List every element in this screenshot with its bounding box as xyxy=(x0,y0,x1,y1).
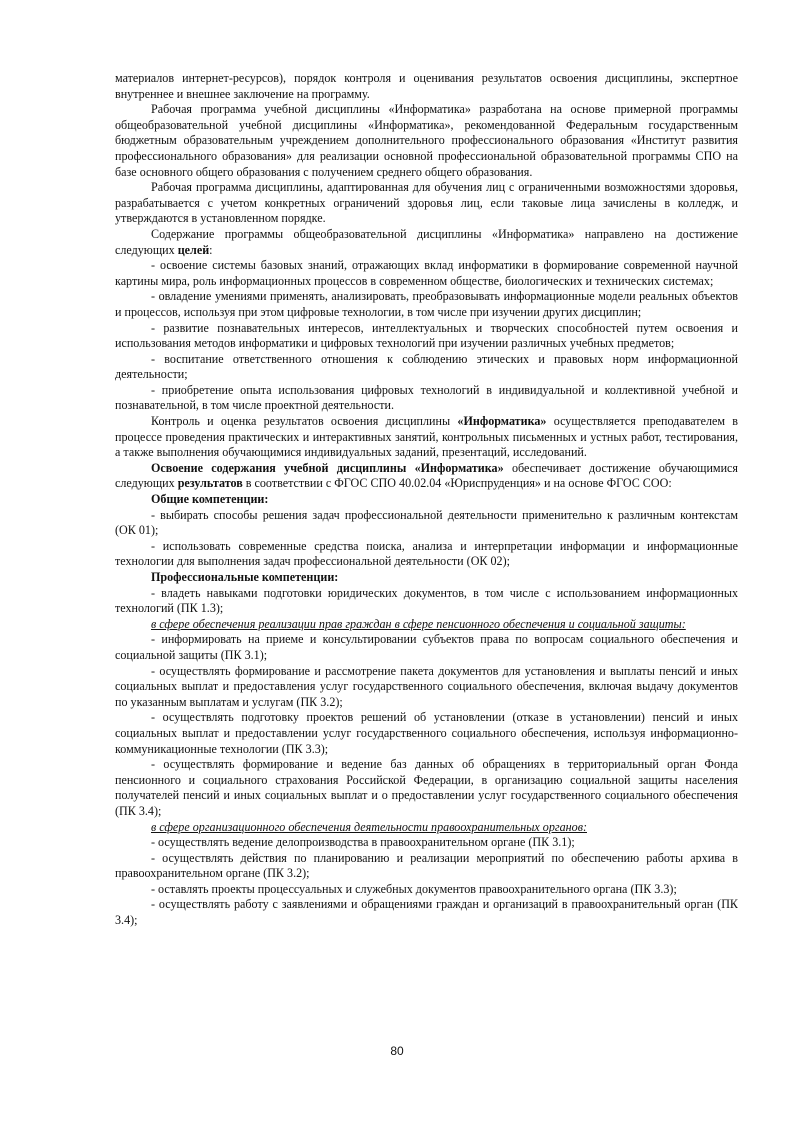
control-text-a: Контроль и оценка результатов освоения дисциплины xyxy=(151,414,458,429)
competency-item: - осуществлять формирование и ведение баз данных об обращениях в территориальный орган Фонда пенсионного и социального страхования Российской Федерации, в организацию социальной защиты населения получателей пенсий и иных социальных выплат и о предоставлении услуг государственного социального обеспечения (ПК 3.4); xyxy=(115,757,738,818)
competency-item: - осуществлять подготовку проектов решений об установлении (отказе в установлении) пенсий и иных социальных выплат и предоставлении услуг государственного социального обеспечения, используя информационно-коммуникационные технологии (ПК 3.3); xyxy=(115,710,738,756)
competency-item: - владеть навыками подготовки юридических документов, в том числе с использованием информационных технологий (ПК 1.3); xyxy=(115,585,738,616)
paragraph-intro-continued: материалов интернет-ресурсов), порядок контроля и оценивания результатов освоения дисциплины, экспертное внутреннее и внешнее заключение на программу. xyxy=(115,71,738,101)
competency-item: - осуществлять формирование и рассмотрение пакета документов для установления и выплаты пенсий и иных социальных выплат и предоставления услуг государственного социального обеспечения, включая выдачу документов по указанным выплатам и услугам (ПК 3.2); xyxy=(115,663,738,709)
competency-item: - осуществлять работу с заявлениями и обращениями граждан и организаций в правоохранительный орган (ПК 3.4); xyxy=(115,897,738,928)
discipline-name: «Информатика» xyxy=(457,414,547,429)
subheading-law-enforcement: в сфере организационного обеспечения деятельности правоохранительных органов: xyxy=(151,819,587,834)
results-heading-bold: Освоение содержания учебной дисциплины «Информатика» xyxy=(151,460,504,475)
paragraph-adapted: Рабочая программа дисциплины, адаптированная для обучения лиц с ограниченными возможностями здоровья, разрабатывается с учетом конкретных ограничений здоровья лиц, если таковые лица зачислены в колледж, и утверждаются в установленном порядке. xyxy=(115,180,738,226)
goals-intro-text: Содержание программы общеобразовательной дисциплины «Информатика» направлено на достижение следующих xyxy=(115,226,738,257)
competency-item: - оставлять проекты процессуальных и служебных документов правоохранительного органа (ПК 3.3); xyxy=(151,881,677,896)
paragraph-goals-intro xyxy=(115,227,738,258)
results-text-b: в соответствии с ФГОС СПО 40.02.04 «Юриспруденция» и на основе ФГОС СОО: xyxy=(242,476,672,491)
document-body xyxy=(115,71,738,929)
goal-item: - воспитание ответственного отношения к соблюдению этических и правовых норм информационной деятельности; xyxy=(115,351,738,382)
subheading-pension: в сфере обеспечения реализации прав граждан в сфере пенсионного обеспечения и социальной защиты: xyxy=(151,616,686,631)
heading-professional-competencies: Профессиональные компетенции: xyxy=(151,570,339,584)
paragraph-results xyxy=(115,461,738,492)
goal-item: - приобретение опыта использования цифровых технологий в индивидуальной и коллективной учебной и познавательной, в том числе проектной деятельности. xyxy=(115,382,738,413)
results-text-a: обеспечивает достижение обучающимися следующих xyxy=(115,460,738,491)
goal-item: - освоение системы базовых знаний, отражающих вклад информатики в формирование современной научной картины мира, роль информационных процессов в современном обществе, биологических и технических системах; xyxy=(115,258,738,288)
goal-item: - овладение умениями применять, анализировать, преобразовывать информационные модели реальных объектов и процессов, используя при этом цифровые технологии, в том числе при изучении других дисциплин; xyxy=(115,289,738,319)
competency-item: - осуществлять ведение делопроизводства в правоохранительном органе (ПК 3.1); xyxy=(151,835,575,850)
paragraph-control xyxy=(115,414,738,461)
heading-general-competencies: Общие компетенции: xyxy=(151,492,269,507)
control-text-b: осуществляется преподавателем в процессе проведения практических и интерактивных занятий, контрольных письменных и устных работ, тестирования, а также выполнения обучающимися индивидуальных заданий, презентаций, исследований. xyxy=(115,414,738,460)
paragraph-basis: Рабочая программа учебной дисциплины «Информатика» разработана на основе примерной программы общеобразовательной учебной дисциплины «Информатика», рекомендованной Федеральным государственным бюджетным образовательным учреждением дополнительного профессионального образования «Институт развития профессионального образования» для реализации основной профессиональной образовательной программы СПО на базе основного общего образования с получением среднего общего образования. xyxy=(115,102,738,179)
goals-keyword: целей xyxy=(177,242,210,257)
competency-item: - выбирать способы решения задач профессиональной деятельности применительно к различным контекстам (ОК 01); xyxy=(115,507,738,538)
competency-item: - использовать современные средства поиска, анализа и интерпретации информации и информационные технологии для выполнения задач профессиональной деятельности (ОК 02); xyxy=(115,538,738,569)
goals-colon: : xyxy=(209,242,213,257)
page-number: 80 xyxy=(390,1044,404,1058)
results-keyword: результатов xyxy=(177,476,243,491)
goal-item: - развитие познавательных интересов, интеллектуальных и творческих способностей путем освоения и использования методов информатики и цифровых технологий при изучении различных учебных предметов; xyxy=(115,320,738,351)
competency-item: - информировать на приеме и консультировании субъектов права по вопросам социального обеспечения и социальной защиты (ПК 3.1); xyxy=(115,632,738,662)
competency-item: - осуществлять действия по планированию и реализации мероприятий по обеспечению работы архива в правоохранительном органе (ПК 3.2); xyxy=(115,850,738,881)
